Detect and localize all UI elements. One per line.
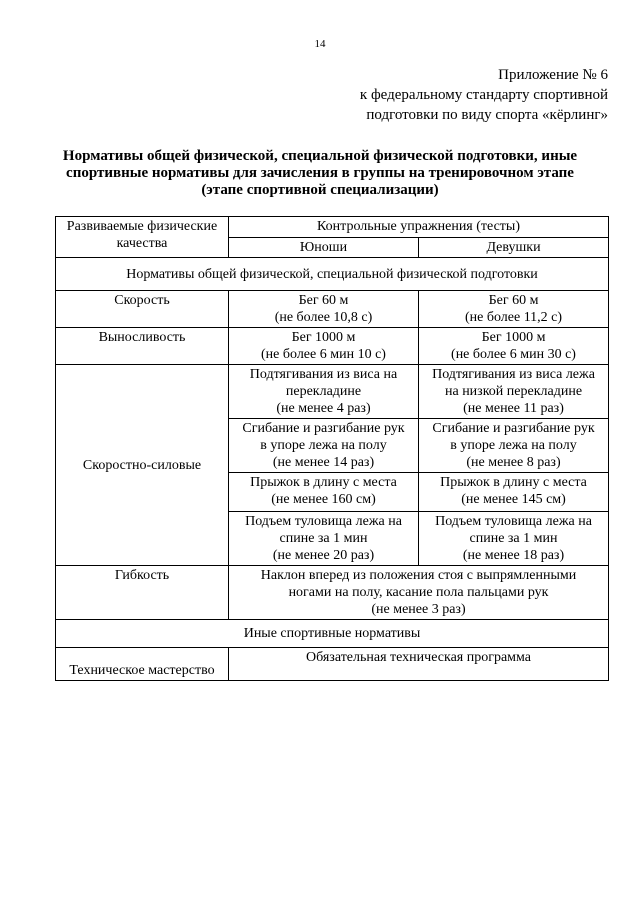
header-qualities: Развиваемые физические качества: [56, 217, 229, 258]
table-header-row: [56, 217, 609, 238]
table-row: [56, 328, 609, 365]
situps-girls: [419, 512, 609, 566]
page-number: 14: [314, 38, 326, 50]
table-row: [56, 648, 609, 681]
cell-line: Сгибание и разгибание рук: [242, 421, 405, 436]
endurance-boys: [229, 328, 419, 365]
section-title-general: Нормативы общей физической, специальной физической подготовки: [56, 258, 609, 291]
cell-line: (не менее 18 раз): [462, 548, 565, 563]
cell-line: Подъем туловища лежа на: [245, 514, 402, 529]
cell-line: (не более 6 мин 10 с): [261, 347, 386, 362]
cell-line: Бег 60 м: [298, 293, 349, 308]
appendix-line-1: Приложение № 6: [498, 67, 608, 83]
appendix-header: [360, 65, 608, 125]
appendix-line-2: к федеральному стандарту спортивной: [359, 87, 608, 103]
title-line-3: (этапе спортивной специализации): [201, 182, 439, 198]
document-title: [40, 148, 600, 199]
technical-program: Обязательная техническая программа: [229, 648, 609, 681]
pullups-girls: [419, 365, 609, 419]
section-row: [56, 620, 609, 648]
cell-line: в упоре лежа на полу: [450, 438, 577, 453]
pullups-boys: [229, 365, 419, 419]
quality-endurance: Выносливость: [56, 328, 229, 365]
speed-boys: [229, 291, 419, 328]
appendix-line-3: подготовки по виду спорта «кёрлинг»: [366, 107, 608, 123]
pushups-boys: [229, 419, 419, 473]
situps-boys: [229, 512, 419, 566]
jump-girls: [419, 473, 609, 512]
cell-line: (не более 6 мин 30 с): [451, 347, 576, 362]
cell-line: (не менее 3 раз): [371, 602, 466, 617]
cell-line: Подъем туловища лежа на: [435, 514, 592, 529]
jump-boys: [229, 473, 419, 512]
section-title-other: Иные спортивные нормативы: [56, 620, 609, 648]
cell-line: ногами на полу, касание пола пальцами рук: [288, 585, 549, 600]
pushups-girls: [419, 419, 609, 473]
cell-line: спине за 1 мин: [469, 531, 558, 546]
flexibility-test: [229, 566, 609, 620]
table-row: [56, 365, 609, 419]
cell-line: на низкой перекладине: [444, 384, 583, 399]
cell-line: (не менее 8 раз): [466, 455, 561, 470]
cell-line: (не менее 20 раз): [272, 548, 375, 563]
cell-line: Бег 60 м: [488, 293, 539, 308]
table-row: [56, 566, 609, 620]
cell-line: (не менее 4 раз): [276, 401, 371, 416]
endurance-girls: [419, 328, 609, 365]
quality-flexibility: Гибкость: [56, 566, 229, 620]
speed-girls: [419, 291, 609, 328]
cell-line: Наклон вперед из положения стоя с выпрямленными: [260, 568, 577, 583]
header-girls: Девушки: [419, 237, 609, 258]
cell-line: перекладине: [285, 384, 362, 399]
standards-table: [55, 216, 609, 681]
cell-line: Подтягивания из виса на: [249, 367, 398, 382]
quality-speed-strength: Скоростно-силовые: [56, 365, 229, 566]
cell-line: (не менее 145 см): [461, 492, 566, 507]
cell-line: спине за 1 мин: [279, 531, 368, 546]
header-tests: Контрольные упражнения (тесты): [229, 217, 609, 238]
cell-line: (не менее 11 раз): [463, 401, 564, 416]
title-line-2: спортивные нормативы для зачисления в группы на тренировочном этапе: [66, 165, 574, 181]
quality-technical: Техническое мастерство: [56, 648, 229, 681]
cell-line: Бег 1000 м: [481, 330, 546, 345]
title-line-1: Нормативы общей физической, специальной физической подготовки, иные: [62, 148, 578, 164]
cell-line: Прыжок в длину с места: [250, 475, 397, 490]
cell-line: (не менее 14 раз): [272, 455, 375, 470]
cell-line: (не более 11,2 с): [464, 310, 563, 325]
cell-line: Прыжок в длину с места: [440, 475, 587, 490]
cell-line: (не более 10,8 с): [274, 310, 373, 325]
cell-line: Сгибание и разгибание рук: [432, 421, 595, 436]
cell-line: Бег 1000 м: [291, 330, 356, 345]
header-boys: Юноши: [229, 237, 419, 258]
section-row: [56, 258, 609, 291]
cell-line: в упоре лежа на полу: [260, 438, 387, 453]
cell-line: Подтягивания из виса лежа: [432, 367, 595, 382]
table-row: [56, 291, 609, 328]
cell-line: (не менее 160 см): [271, 492, 376, 507]
quality-speed: Скорость: [56, 291, 229, 328]
